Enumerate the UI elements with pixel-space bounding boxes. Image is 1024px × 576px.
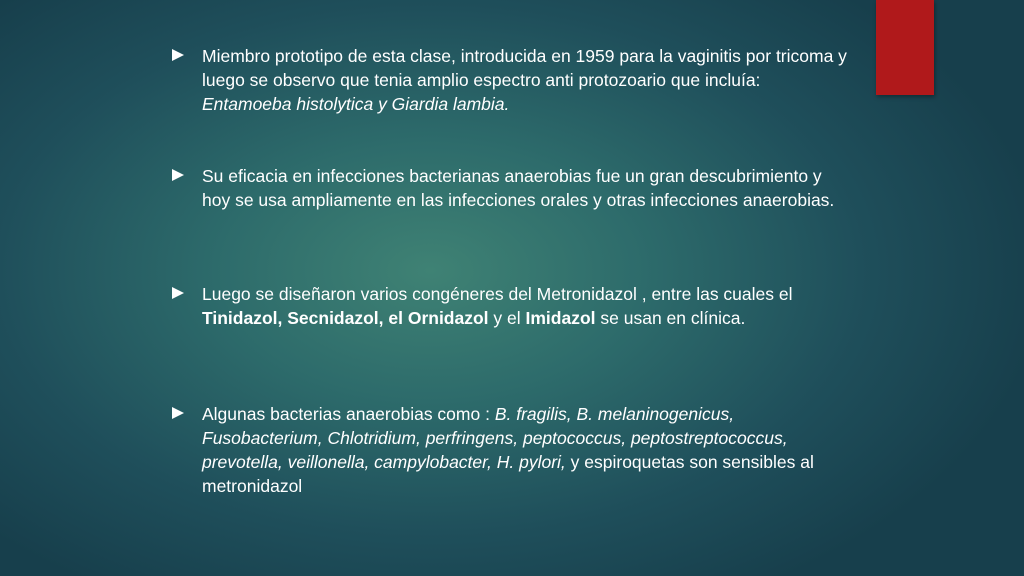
bullet-item [172, 164, 852, 212]
triangle-bullet-icon [172, 169, 184, 181]
text-segment: Su eficacia en infecciones bacterianas anaerobias fue un gran descubrimiento y hoy se usa ampliamente en las infecciones orales y otras infecciones anaerobias. [202, 166, 835, 210]
text-segment-italic: Entamoeba histolytica y Giardia lambia. [202, 94, 510, 114]
bullet-text [202, 164, 852, 212]
text-segment-bold: Imidazol [525, 308, 596, 328]
text-segment-italic: B. fragilis, B. melaninogenicus, Fusobacterium, Chlotridium, perfringens, peptococcus, peptostreptococcus, prevotella, veillonella, campylobacter, H. pylori, [202, 404, 788, 472]
triangle-bullet-icon [172, 407, 184, 419]
triangle-bullet-icon [172, 287, 184, 299]
bullet-text [202, 44, 852, 116]
bullet-text [202, 402, 852, 498]
bullet-item [172, 402, 852, 498]
bullet-item [172, 44, 852, 116]
text-segment: se usan en clínica. [595, 308, 746, 328]
text-segment: Miembro prototipo de esta clase, introducida en 1959 para la vaginitis por tricoma y luego se observo que tenia amplio espectro anti protozoario que incluía: [202, 46, 847, 90]
text-segment: Luego se diseñaron varios congéneres del Metronidazol , entre las cuales el [202, 284, 793, 304]
text-segment: y espiroquetas son sensibles al metronidazol [202, 452, 814, 496]
text-segment-bold: Tinidazol, Secnidazol, el Ornidazol [202, 308, 489, 328]
bullet-text [202, 282, 852, 330]
text-segment: Algunas bacterias anaerobias como : [202, 404, 495, 424]
text-segment: y el [488, 308, 526, 328]
bullet-item [172, 282, 852, 330]
triangle-bullet-icon [172, 49, 184, 61]
